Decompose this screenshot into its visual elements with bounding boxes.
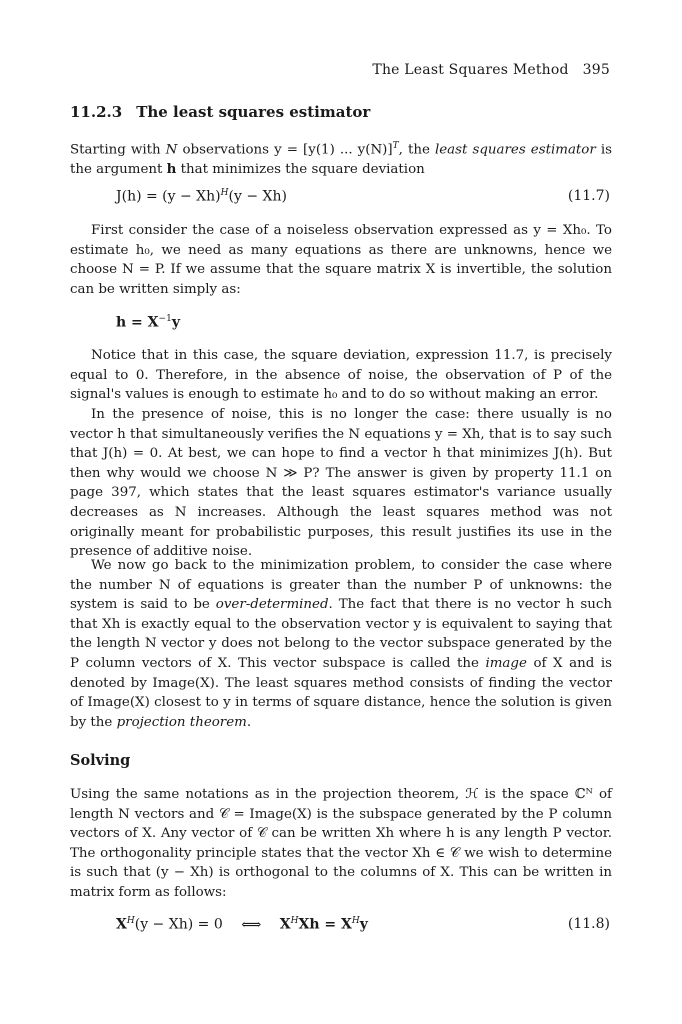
math-iff-symbol: ⟺	[241, 916, 262, 933]
text-run: .	[246, 714, 252, 730]
equation-text: X	[279, 916, 291, 933]
equation-11-7	[116, 188, 287, 205]
math-N: N	[165, 142, 178, 158]
text-run: Starting with	[70, 142, 166, 158]
math-hermitian: H	[351, 916, 360, 926]
equation-text: y	[359, 916, 368, 933]
equation-text: h = X	[116, 314, 159, 331]
text-run: that minimizes the square deviation	[176, 162, 425, 178]
running-title: The Least Squares Method	[372, 62, 569, 78]
section-heading	[70, 103, 370, 121]
emphasis-term: over-determined	[215, 597, 329, 613]
page-number: 395	[582, 62, 610, 78]
equation-number: (11.7)	[567, 188, 610, 204]
equation-11-8	[116, 916, 368, 933]
math-hermitian: H	[126, 916, 135, 926]
equation-text: X	[116, 916, 127, 933]
math-inverse-exponent: −1	[158, 314, 172, 324]
emphasis-term: image	[485, 655, 527, 671]
paragraph-noise-free-case: Notice that in this case, the square deviation, expression 11.7, is precisely equal to 0. Therefore, in the absence of noise, the observation of P of the signal's values is enough to estimate h₀ and to do so without making an error.	[70, 348, 612, 403]
paragraph-intro	[70, 137, 612, 180]
math-h: h	[166, 161, 177, 178]
subsection-heading: Solving	[70, 752, 131, 769]
emphasis-term: least squares estimator	[434, 142, 596, 158]
emphasis-term: projection theorem	[116, 714, 247, 730]
paragraph-noisy-case: In the presence of noise, this is no longer the case: there usually is no vector h that simultaneously verifies the N equations y = Xh, that is to say such that J(h) = 0. At best, we can hope to find a vector h that minimizes J(h). But then why would we choose N ≫ P? The answer is given by property 11.1 on page 397, which states that the least squares estimator's variance usually decreases as N increases. Although the least squares method was not originally meant for probabilistic purposes, this result justifies its use in the presence of additive noise.	[70, 407, 612, 560]
math-hermitian: H	[290, 916, 299, 926]
paragraph-solving: Using the same notations as in the projection theorem, ℋ is the space ℂᴺ of length N vectors and 𝒞 = Image(X) is the subspace generated by the P column vectors of X. Any vector of 𝒞 can be written Xh where h is any length P vector. The orthogonality principle states that the vector Xh ∈ 𝒞 we wish to determine is such that (y − Xh) is orthogonal to the columns of X. This can be written in matrix form as follows:	[70, 787, 612, 900]
text-run: , the	[398, 142, 435, 158]
math-vector: y = [y(1) ... y(N)]	[274, 142, 393, 158]
equation-text: (y − Xh)	[228, 188, 287, 205]
math-hermitian: H	[220, 188, 229, 198]
equation-text: y	[171, 314, 180, 331]
section-number: 11.2.3	[70, 103, 123, 121]
paragraph-overdetermined	[70, 556, 612, 732]
paragraph-noiseless: First consider the case of a noiseless observation expressed as y = Xh₀. To estimate h₀, we need as many equations as there are unknowns, hence we choose N = P. If we assume that the square matrix X is invertible, the solution can be written simply as:	[70, 223, 612, 297]
equation-text: Xh = X	[298, 916, 352, 933]
equation-text: J(h) = (y − Xh)	[116, 188, 221, 205]
running-head	[372, 62, 610, 78]
math-transpose: T	[392, 141, 399, 151]
text-run: of X and is denoted by Image(X). The least squares method consists of finding the vector of Image(X) closest to y in terms of square distance, hence the solution is given by the	[70, 655, 612, 730]
text-run: is the argument	[70, 142, 612, 178]
section-title: The least squares estimator	[136, 103, 371, 121]
text-run: observations	[177, 142, 275, 158]
text-run: We now go back to the minimization problem, to consider the case where the number N of equations is greater than the number P of unknowns: the system is said to be	[70, 558, 612, 613]
text-run: . The fact that there is no vector h such that Xh is exactly equal to the observation vector y is equivalent to saying that the length N vector y does not belong to the vector subspace generated by the P column vectors of X. This vector subspace is called the	[70, 597, 612, 671]
equation-number: (11.8)	[567, 916, 610, 932]
equation-inverse	[116, 314, 180, 331]
equation-text: (y − Xh) = 0	[134, 916, 223, 933]
